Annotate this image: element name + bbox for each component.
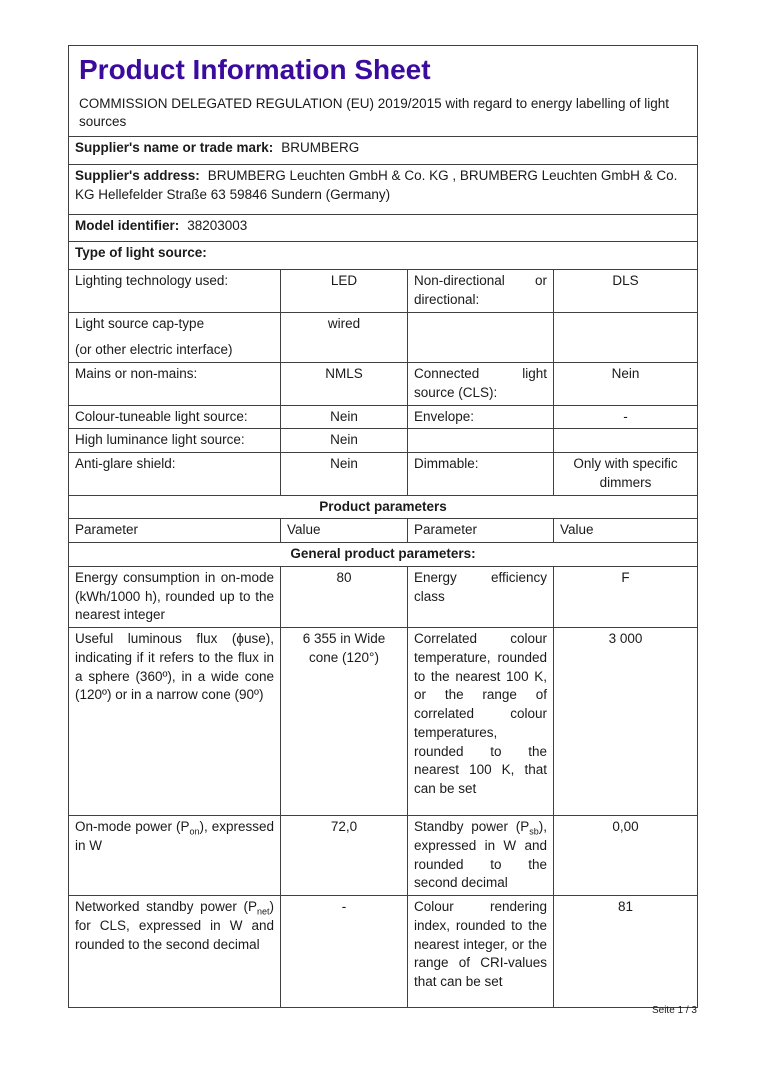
value-cell: 3 000: [554, 628, 698, 816]
supplier-address-row: [69, 165, 698, 215]
value-cell: [554, 429, 698, 453]
param-cell: Colour-tuneable light source:: [69, 405, 281, 429]
value-cell: DLS: [554, 270, 698, 313]
table-row: [69, 429, 698, 453]
param-cell: [69, 312, 281, 363]
supplier-name-value: BRUMBERG: [281, 140, 360, 156]
model-identifier-label: Model identifier:: [75, 218, 180, 234]
param-cell: Colour rendering index, rounded to the nearest integer, or the range of CRI-values that can be set: [408, 896, 554, 1008]
model-identifier-cell: [69, 215, 698, 242]
param-cell: Lighting technology used:: [69, 270, 281, 313]
param-cell: Non-directional or directional:: [408, 270, 554, 313]
param-cell: Standby power $(P_{sb})$, expressed in W and rounded to the second decimal: [408, 816, 554, 896]
page-number: Seite 1 / 3: [651, 1005, 697, 1016]
param-cell: Energy efficiency class: [408, 566, 554, 627]
supplier-address-cell: [69, 165, 698, 215]
param-cell: Dimmable:: [408, 453, 554, 496]
param-cell: Anti-glare shield:: [69, 453, 281, 496]
table-row: [69, 405, 698, 429]
column-header: Value: [554, 519, 698, 543]
column-header: Parameter: [69, 519, 281, 543]
param-cell: Mains or non-mains:: [69, 363, 281, 406]
param-cell: Envelope:: [408, 405, 554, 429]
regulation-subtitle: COMMISSION DELEGATED REGULATION (EU) 2019/2015 with regard to energy labelling of light sources: [79, 95, 669, 130]
value-cell: Nein: [281, 405, 408, 429]
param-cell: Energy consumption in on-mode (kWh/1000 h), rounded up to the nearest integer: [69, 566, 281, 627]
product-info-table: [68, 45, 698, 1008]
table-row: [69, 453, 698, 496]
header-cell: [69, 46, 698, 137]
type-section-title-row: [69, 242, 698, 270]
value-cell: -: [281, 896, 408, 1008]
value-cell: 72,0: [281, 816, 408, 896]
value-cell: 6 355 in Wide cone (120°): [281, 628, 408, 816]
table-row: [69, 270, 698, 313]
supplier-name-row: [69, 137, 698, 165]
value-cell: 81: [554, 896, 698, 1008]
table-row: [69, 312, 698, 363]
value-cell: Nein: [554, 363, 698, 406]
type-section-title-cell: [69, 242, 698, 270]
param-cell: Useful luminous flux (ϕuse), indicating if it refers to the flux in a sphere (360º), in a wide cone (120º) or in a narrow cone (90º): [69, 628, 281, 816]
params-section-title-row: [69, 495, 698, 519]
table-row: [69, 566, 698, 627]
supplier-address-label: Supplier's address:: [75, 168, 200, 184]
param-cell: High luminance light source:: [69, 429, 281, 453]
param-cell: Networked standby power $(P_{net})$ for CLS, expressed in W and rounded to the second decimal: [69, 896, 281, 1008]
supplier-name-cell: [69, 137, 698, 165]
value-cell: wired: [281, 312, 408, 363]
params-section-title: Product parameters: [69, 495, 698, 519]
value-cell: LED: [281, 270, 408, 313]
model-identifier-row: [69, 215, 698, 242]
value-cell: 0,00: [554, 816, 698, 896]
param-cell: Connected light source (CLS):: [408, 363, 554, 406]
cap-type-line2: (or other electric interface): [75, 342, 233, 358]
cap-type-line1: Light source cap-type: [75, 315, 205, 331]
column-header: Parameter: [408, 519, 554, 543]
param-cell: On-mode power $(P_{on})$, expressed in W: [69, 816, 281, 896]
param-cell: Correlated colour temperature, rounded to the nearest 100 K, or the range of correlated colour temperatures, rounded to the nearest 100 K, that can be set: [408, 628, 554, 816]
value-cell: Only with specific dimmers: [554, 453, 698, 496]
params-subsection-title: General product parameters:: [69, 543, 698, 567]
table-row: [69, 363, 698, 406]
value-cell: [554, 312, 698, 363]
type-section-title: Type of light source:: [75, 245, 207, 261]
table-row: [69, 628, 698, 816]
table-row: [69, 816, 698, 896]
supplier-name-label: Supplier's name or trade mark:: [75, 140, 274, 156]
value-cell: 80: [281, 566, 408, 627]
value-cell: NMLS: [281, 363, 408, 406]
params-subsection-row: [69, 543, 698, 567]
column-header: Value: [281, 519, 408, 543]
value-cell: Nein: [281, 453, 408, 496]
supplier-address-value: BRUMBERG Leuchten GmbH & Co. KG , BRUMBERG Leuchten GmbH & Co. KG Hellefelder Straße 63 59846 Sundern (Germany): [75, 168, 678, 202]
params-header-row: [69, 519, 698, 543]
value-cell: -: [554, 405, 698, 429]
model-identifier-value: 38203003: [187, 218, 248, 234]
param-cell: [408, 312, 554, 363]
page-title: Product Information Sheet: [79, 54, 431, 85]
header-row: [69, 46, 698, 137]
value-cell: F: [554, 566, 698, 627]
param-cell: [408, 429, 554, 453]
value-cell: Nein: [281, 429, 408, 453]
table-row: [69, 896, 698, 1008]
